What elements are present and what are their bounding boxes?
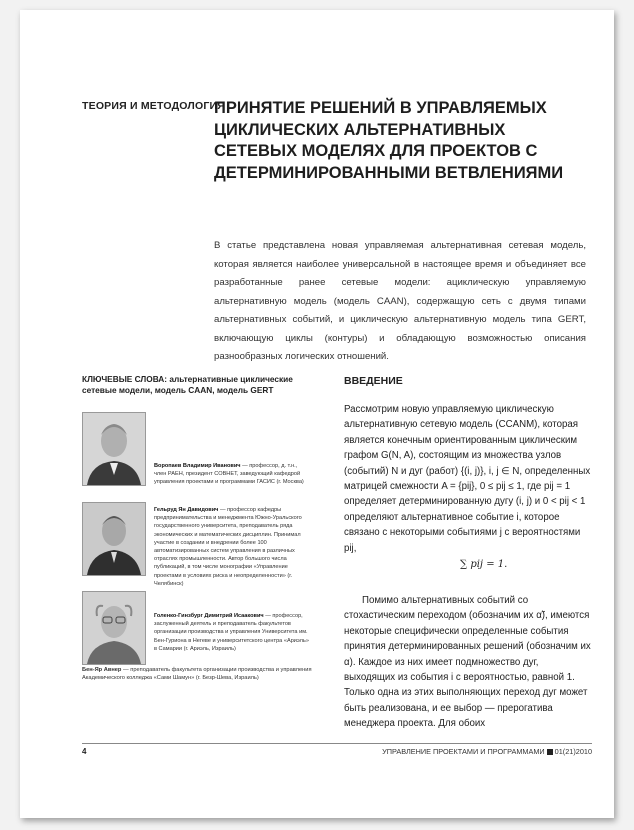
author-bio-voropaev: Воропаев Владимир Иванович — профессор, д. т.н., член РАЕН, президент СОВНЕТ, заведующий кафедрой управления проектами и программами ГАСИС (г. Москва) (154, 463, 304, 486)
author-name: Гельруд Ян Давидович (154, 507, 219, 513)
author-name: Бен-Яр Авнер (82, 667, 122, 673)
intro-paragraph-1: Рассмотрим новую управляемую циклическую альтернативную сетевую модель (CCANM), которая является конечным ориентированным циклическим графом G(N, A), состоящим из множества узлов (событий) N и дуг (работ) {(i, j)}, i, j ∈ N, определенных матрицей смежности A = {pij}, 0 ≤ pij ≤ 1, где pij = 1 определяет детерминированную дугу (i, j) и 0 < pij < 1 определяют альтернативное событие i, которое связано с некоторыми событиями j с вероятностями pij, (344, 404, 591, 554)
author-photo-golenko (82, 591, 146, 665)
author-photo-voropaev (82, 412, 146, 486)
page (20, 10, 614, 818)
journal-name: УПРАВЛЕНИЕ ПРОЕКТАМИ И ПРОГРАММАМИ 01(21)2010 (382, 747, 592, 756)
author-bio-golenko: Голенко-Гинзбург Димитрий Исаакович — профессор, заслуженный деятель и преподаватель факультетов организации производства и управления Университета им. Бен-Гуриона в Негеве и университетского центра «Ариэль» в Самарии (г. Ариэль, Израиль) (154, 613, 309, 652)
article-title: ПРИНЯТИЕ РЕШЕНИЙ В УПРАВЛЯЕМЫХ ЦИКЛИЧЕСКИХ АЛЬТЕРНАТИВНЫХ СЕТЕВЫХ МОДЕЛЯХ ДЛЯ ПРОЕКТОВ С ДЕТЕРМИНИРОВАННЫМИ ВЕТВЛЕНИЯМИ (214, 99, 564, 182)
author-bio-benyar: Бен-Яр Авнер — преподаватель факультета организации производства и управления Академического колледжа «Сами Шамун» (г. Безр-Шева, Израиль) (82, 667, 312, 682)
author-name: Воропаев Владимир Иванович (154, 463, 241, 469)
author-bio-gelrud: Гельруд Ян Давидович — профессор кафедры предпринимательства и менеджмента Южно-Уральского государственного университета, преподаватель ряда экономических и математических дисциплин. Принимал участие в создании и внедрении более 100 автоматизированных систем управления в различных отраслях промышленности. Автор большого числа публикаций, в том числе монографии «Управление проектами в условиях риска и неопределенности» (г. Челябинск) (154, 507, 302, 587)
section-label: ТЕОРИЯ И МЕТОДОЛОГИЯ (82, 100, 225, 112)
footer-rule (82, 743, 592, 744)
intro-heading: ВВЕДЕНИЕ (344, 375, 403, 387)
square-icon (547, 749, 553, 755)
keywords: КЛЮЧЕВЫЕ СЛОВА: альтернативные циклические сетевые модели, модель CAAN, модель GERT (82, 374, 293, 395)
author-photo-gelrud (82, 502, 146, 576)
intro-paragraph-2: Помимо альтернативных событий со стохастическим переходом (обозначим их α̃), имеются некоторые специфически определенные события принятия детерминированных решений (обозначим их α). Каждое из них имеет подмножество дуг, выходящих из события i с вероятностью, равной 1. Только одна из этих выполняющих переход дуг может быть реализована, и ее выбор — прерогатива менеджера проекта. Для обоих (344, 595, 591, 730)
formula: ∑ pij = 1. (460, 559, 508, 570)
author-name: Голенко-Гинзбург Димитрий Исаакович (154, 613, 264, 619)
abstract: В статье представлена новая управляемая альтернативная сетевая модель, которая является наиболее универсальной в настоящее время и объединяет все разработанные ранее сетевые модели: ациклическую управляемую альтернативную модель (модель CAAN), содержащую сеть с двумя типами альтернативных событий, и циклическую альтернативную модель типа GERT, включающую циклы (контуры) и обладающую возможностью описания разнообразных логических отношений. (214, 240, 586, 362)
page-number: 4 (82, 747, 87, 756)
